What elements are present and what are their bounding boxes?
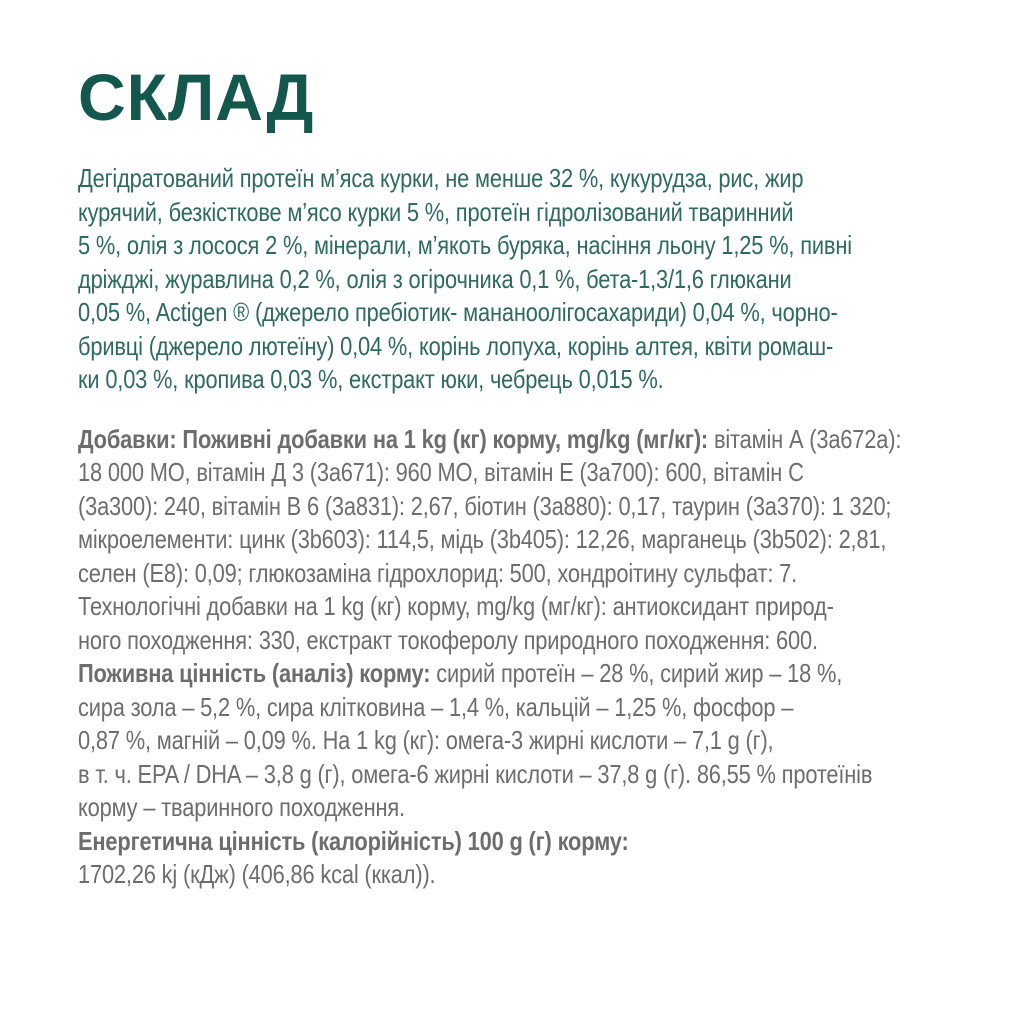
details-text: сирий протеїн – 28 %, сирий жир – 18 %, <box>430 658 843 688</box>
composition-line: Дегідратований протеїн м’яса курки, не менше 32 %, кукурудза, рис, жир <box>78 163 804 193</box>
details-text: Технологічні добавки на 1 kg (кг) корму, mg/kg (мг/кг): антиоксидант природ- <box>78 591 834 621</box>
details-bold-label: Енергетична цінність (калорійність) 100 g (г) корму: <box>78 825 629 856</box>
composition-line: курячий, безкісткове м’ясо курки 5 %, протеїн гідролізований тваринний <box>78 196 794 227</box>
details-text: (3a300): 240, вітамін В 6 (3a831): 2,67, біотин (3a880): 0,17, таурин (3a370): 1 320; <box>78 490 892 521</box>
composition-paragraph <box>78 162 988 397</box>
details-line <box>78 456 842 490</box>
details-text: мікроелементи: цинк (3b603): 114,5, мідь (3b405): 12,26, марганець (3b502): 2,81, <box>78 524 887 554</box>
details-line <box>78 758 873 792</box>
details-text: 0,87 %, магній – 0,09 %. На 1 kg (кг): омега-3 жирні кислоти – 7,1 g (г), <box>78 725 774 755</box>
details-line <box>78 490 892 524</box>
composition-line: 0,05 %, Actigen ® (джерело пребіотик- мананоолігосахариди) 0,04 %, чорно- <box>78 297 838 327</box>
details-bold-label: Поживна цінність (аналіз) корму: <box>78 658 431 688</box>
details-bold-label: Добавки: Поживні добавки на 1 kg (кг) корму, mg/kg (мг/кг): <box>78 423 709 454</box>
page-title: СКЛАД <box>78 60 315 134</box>
composition-line: бривці (джерело лютеїну) 0,04 %, корінь лопуха, корінь алтея, квіти ромаш- <box>78 330 834 361</box>
details-text: корму – тваринного походження. <box>78 792 405 822</box>
details-line <box>78 657 842 691</box>
details-text: ного походження: 330, екстракт токоферолу природного походження: 600. <box>78 624 818 655</box>
composition-line: ки 0,03 %, кропива 0,03 %, екстракт юки, чебрець 0,015 %. <box>78 364 664 394</box>
details-line <box>78 858 842 892</box>
details-text: 1702,26 kj (кДж) (406,86 kcal (ккал)). <box>78 859 436 889</box>
details-line <box>78 423 902 457</box>
details-line <box>78 590 842 624</box>
details-text: 18 000 МО, вітамін Д 3 (3a671): 960 МО, вітамін Е (3a700): 600, вітамін С <box>78 457 804 487</box>
details-line <box>78 825 842 859</box>
additives-analysis-paragraph <box>78 423 988 892</box>
ingredients-panel <box>78 60 988 892</box>
details-line <box>78 724 842 758</box>
details-text: вітамін А (3a672a): <box>708 423 902 454</box>
composition-line: 5 %, олія з лосося 2 %, мінерали, м’якоть буряка, насіння льону 1,25 %, пивні <box>78 230 852 260</box>
details-text: сира зола – 5,2 %, сира клітковина – 1,4 %, кальцій – 1,25 %, фосфор – <box>78 691 794 722</box>
details-line <box>78 557 842 591</box>
details-line <box>78 624 842 658</box>
details-line <box>78 523 887 557</box>
composition-line: дріжджі, журавлина 0,2 %, олія з огірочника 0,1 %, бета-1,3/1,6 глюкани <box>78 263 792 294</box>
details-text: селен (Е8): 0,09; глюкозаміна гідрохлорид: 500, хондроітину сульфат: 7. <box>78 557 798 588</box>
details-line <box>78 791 842 825</box>
details-line <box>78 691 842 725</box>
details-text: в т. ч. EPA / DHA – 3,8 g (г), омега-6 жирні кислоти – 37,8 g (г). 86,55 % протеїнів <box>78 758 873 789</box>
